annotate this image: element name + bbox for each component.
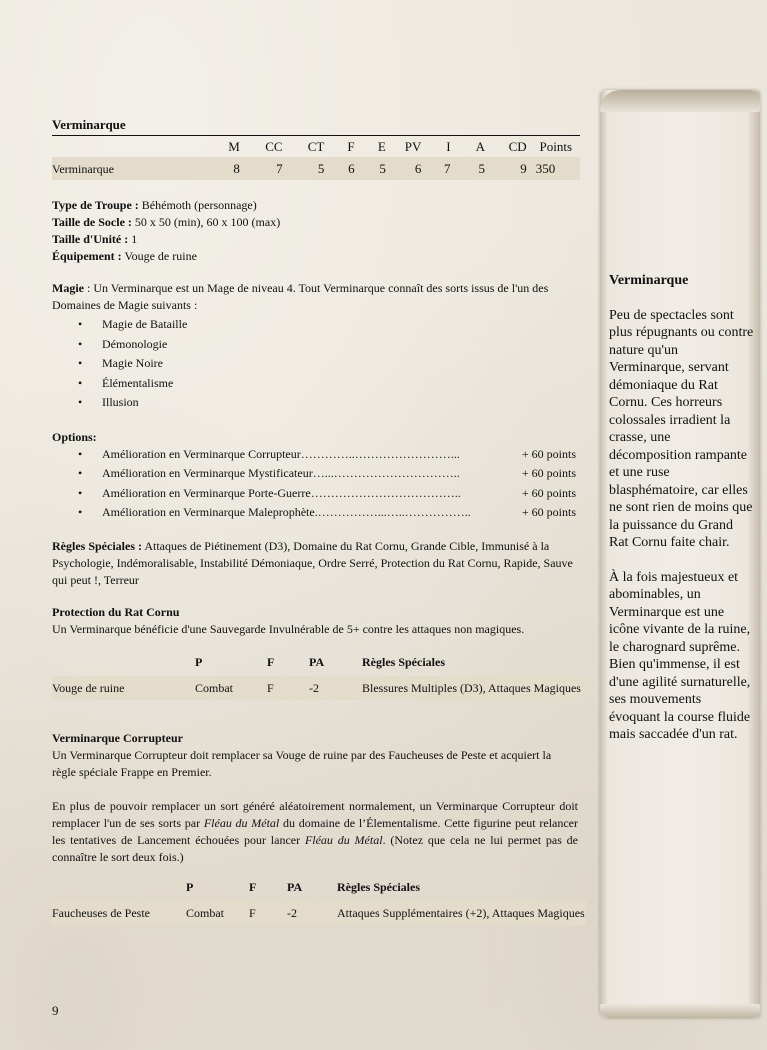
stat-header: I [421,136,450,158]
magic-paragraph: Magie : Un Verminarque est un Mage de niveau 4. Tout Verminarque connaît des sorts issus de l'un des Domaines de Magie suivants : [52,281,549,312]
stat-header: PV [386,136,421,158]
weapon-cell: Blessures Multiples (D3), Attaques Magiques [362,676,586,700]
corrupteur-title: Verminarque Corrupteur [52,730,183,745]
list-item: • Élémentalisme [52,374,592,394]
corrupteur-text: Un Verminarque Corrupteur doit remplacer sa Vouge de ruine par des Faucheuses de Peste et acquiert la règle spéciale Frappe en Premier. [52,747,552,779]
stat-header: CT [283,136,325,158]
stat-value: 5 [451,157,485,180]
weapon-cell: F [249,901,287,925]
stat-value: 9 [485,157,527,180]
stat-value: 6 [324,157,354,180]
list-item: • Magie de Bataille [52,315,592,335]
unit-info [52,197,592,265]
protection-text: Un Verminarque bénéficie d'une Sauvegarde Invulnérable de 5+ contre les attaques non magiques. [52,621,525,636]
stat-row [52,157,580,180]
weapon-cell: Attaques Supplémentaires (+2), Attaques Magiques [337,901,586,925]
stat-header-row [52,136,580,158]
sidebar-paragraph: Peu de spectacles sont plus répugnants ou contre nature qu'un Verminarque, servant démoniaque du Rat Cornu. Ces horreurs colossales irradient la crasse, une décomposition rampante et une ruse blasphématoire, car elles ne sont rien de moins que la puissance du Grand Rat Cornu faite chair. [609,307,754,550]
stat-header: CD [485,136,527,158]
stat-header: Points [527,136,580,158]
options-heading: Options: [52,429,97,444]
weapon-cell: F [267,676,309,700]
info-line: Équipement : Vouge de ruine [52,249,197,263]
weapon-cell: -2 [309,676,362,700]
weapon-header: Règles Spéciales [337,879,420,894]
list-item: • Magie Noire [52,354,592,374]
weapon-cell: -2 [287,901,337,925]
weapon-header: F [249,879,257,894]
corrupteur-magic-text: En plus de pouvoir remplacer un sort généré aléatoirement normalement, un Verminarque Corrupteur doit remplacer l'un de ses sorts par Fléau du Métal du domaine de l’Élementalisme. Cette figurine peut relancer les tentatives de Lancement échouées pour lancer Fléau du Métal. (Notez que cela ne lui permet pas de connaître le sort deux fois.) [52,798,579,864]
weapon-name: Faucheuses de Peste [52,901,186,925]
sidebar-text [609,272,754,744]
table-row [52,676,586,700]
weapon-table-vouge [52,651,586,700]
page-number: 9 [52,1003,59,1018]
sidebar-paragraph: À la fois majestueux et abominables, un Verminarque est une icône vivante de la ruine, le charognard suprême. Bien qu'immense, il est d'une agilité surnaturelle, ses mouvements évoquant la course fluide mais saccadée d'un rat. [609,569,751,742]
weapon-name: Vouge de ruine [52,676,195,700]
stat-header: CC [240,136,283,158]
magic-lore-list [52,315,592,413]
weapon-cell: Combat [195,676,267,700]
list-item: • Amélioration en Verminarque Maleprophète.……………...…..…………….. + 60 points [52,503,592,523]
stat-header: E [355,136,386,158]
list-item: • Illusion [52,393,592,413]
options-list [52,445,592,523]
weapon-header: Règles Spéciales [362,654,445,669]
main-column [52,117,592,925]
stat-value: 350 [527,157,580,180]
list-item: • Démonologie [52,335,592,355]
stat-value: 7 [240,157,283,180]
stat-header: A [451,136,485,158]
list-item: • Amélioration en Verminarque Corrupteur…………..……………………... + 60 points [52,445,592,465]
unit-title: Verminarque [52,117,126,132]
weapon-header: PA [287,879,303,894]
weapon-header-row [52,876,586,901]
stat-header: M [209,136,240,158]
weapon-header: F [267,654,275,669]
weapon-table-faucheuses [52,876,586,925]
stat-value: 7 [421,157,450,180]
sidebar-title: Verminarque [609,273,689,288]
stat-value: 8 [209,157,240,180]
protection-title: Protection du Rat Cornu [52,604,180,619]
weapon-header: P [186,879,194,894]
stat-table [52,135,580,180]
weapon-header: PA [309,654,325,669]
stat-value: 6 [386,157,421,180]
stat-value: 5 [283,157,325,180]
table-row [52,901,586,925]
weapon-header: P [195,654,203,669]
stat-header: F [324,136,354,158]
list-item: • Amélioration en Verminarque Porte-Guerre……………………………….. + 60 points [52,484,592,504]
weapon-header-row [52,651,586,676]
info-line: Taille de Socle : 50 x 50 (min), 60 x 100 (max) [52,215,281,229]
special-rules-paragraph: Règles Spéciales : Attaques de Piétinement (D3), Domaine du Rat Cornu, Grande Cible, Immunisé à la Psychologie, Indémoralisable, Instabilité Démoniaque, Ordre Serré, Protection du Rat Cornu, Rapide, Sauve qui peut !, Terreur [52,538,573,587]
list-item: • Amélioration en Verminarque Mystificateur…...………………………….. + 60 points [52,464,592,484]
weapon-cell: Combat [186,901,249,925]
stat-value: 5 [355,157,386,180]
info-line: Taille d'Unité : 1 [52,232,138,246]
stat-unit-name: Verminarque [52,157,209,180]
info-line: Type de Troupe : Béhémoth (personnage) [52,198,257,212]
